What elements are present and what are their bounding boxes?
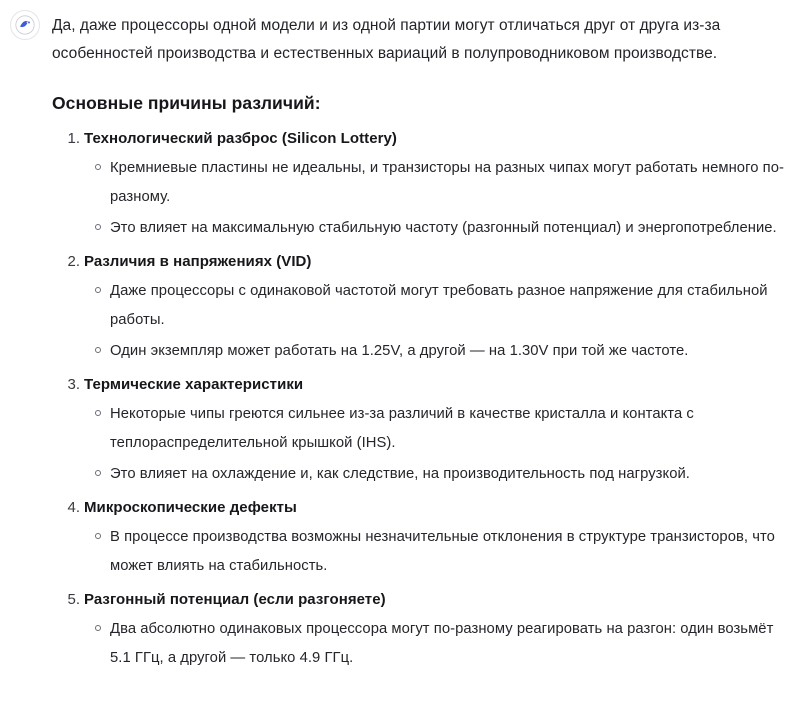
page-title: Основные причины различий: — [52, 93, 321, 113]
sub-list-item-text: Это влияет на охлаждение и, как следствие, на производительность под нагрузкой. — [110, 466, 690, 482]
sub-list-item — [110, 400, 784, 458]
circle-bullet-icon — [95, 470, 101, 476]
list-item-number: 2. — [67, 253, 80, 270]
list-item — [67, 247, 798, 366]
list-item — [67, 493, 798, 581]
sub-list-item — [110, 523, 784, 581]
sub-list-item — [110, 460, 784, 489]
list-item — [67, 124, 798, 243]
list-item-heading: Разгонный потенциал (если разгоняете) — [84, 591, 386, 608]
sub-list — [84, 615, 798, 673]
list-item-heading: Технологический разброс (Silicon Lottery) — [84, 130, 397, 147]
sub-list-item-text: Это влияет на максимальную стабильную частоту (разгонный потенциал) и энергопотребление. — [110, 220, 777, 236]
message-intro-paragraph: Да, даже процессоры одной модели и из одной партии могут отличаться друг от друга из-за особенностей производства и естественных вариаций в полупроводниковом производстве. — [52, 17, 721, 62]
sub-list-item — [110, 214, 784, 243]
sub-list-item-text: Два абсолютно одинаковых процессора могут по-разному реагировать на разгон: один возьмёт 5.1 ГГц, а другой — только 4.9 ГГц. — [110, 621, 774, 666]
circle-bullet-icon — [95, 533, 101, 539]
sub-list-item-text: Некоторые чипы греются сильнее из-за различий в качестве кристалла и контакта с теплораспределительной крышкой (IHS). — [110, 406, 694, 451]
sub-list-item-text: Кремниевые пластины не идеальны, и транзисторы на разных чипах могут работать немного по-разному. — [110, 160, 784, 205]
causes-list — [52, 124, 798, 673]
sub-list-item — [110, 615, 784, 673]
list-item-heading: Различия в напряжениях (VID) — [84, 253, 312, 270]
sub-list-item-text: Даже процессоры с одинаковой частотой могут требовать разное напряжение для стабильной работы. — [110, 283, 768, 328]
assistant-bird-icon — [15, 15, 35, 35]
circle-bullet-icon — [95, 347, 101, 353]
sub-list-item — [110, 277, 784, 335]
sub-list — [84, 277, 798, 366]
list-item-heading: Термические характеристики — [84, 376, 304, 393]
sub-list-item-text: Один экземпляр может работать на 1.25V, а другой — на 1.30V при той же частоте. — [110, 343, 689, 359]
sub-list-item-text: В процессе производства возможны незначительные отклонения в структуре транзисторов, что может влиять на стабильность. — [110, 529, 775, 574]
assistant-avatar — [10, 10, 40, 40]
circle-bullet-icon — [95, 410, 101, 416]
sub-list — [84, 523, 798, 581]
list-item — [67, 585, 798, 673]
list-item-number: 4. — [67, 499, 80, 516]
list-item-number: 3. — [67, 376, 80, 393]
sub-list — [84, 154, 798, 243]
list-item-number: 5. — [67, 591, 80, 608]
sub-list-item — [110, 154, 784, 212]
circle-bullet-icon — [95, 287, 101, 293]
circle-bullet-icon — [95, 224, 101, 230]
circle-bullet-icon — [95, 164, 101, 170]
circle-bullet-icon — [95, 625, 101, 631]
list-item-number: 1. — [67, 130, 80, 147]
sub-list-item — [110, 337, 784, 366]
sub-list — [84, 400, 798, 489]
list-item — [67, 370, 798, 489]
list-item-heading: Микроскопические дефекты — [84, 499, 297, 516]
